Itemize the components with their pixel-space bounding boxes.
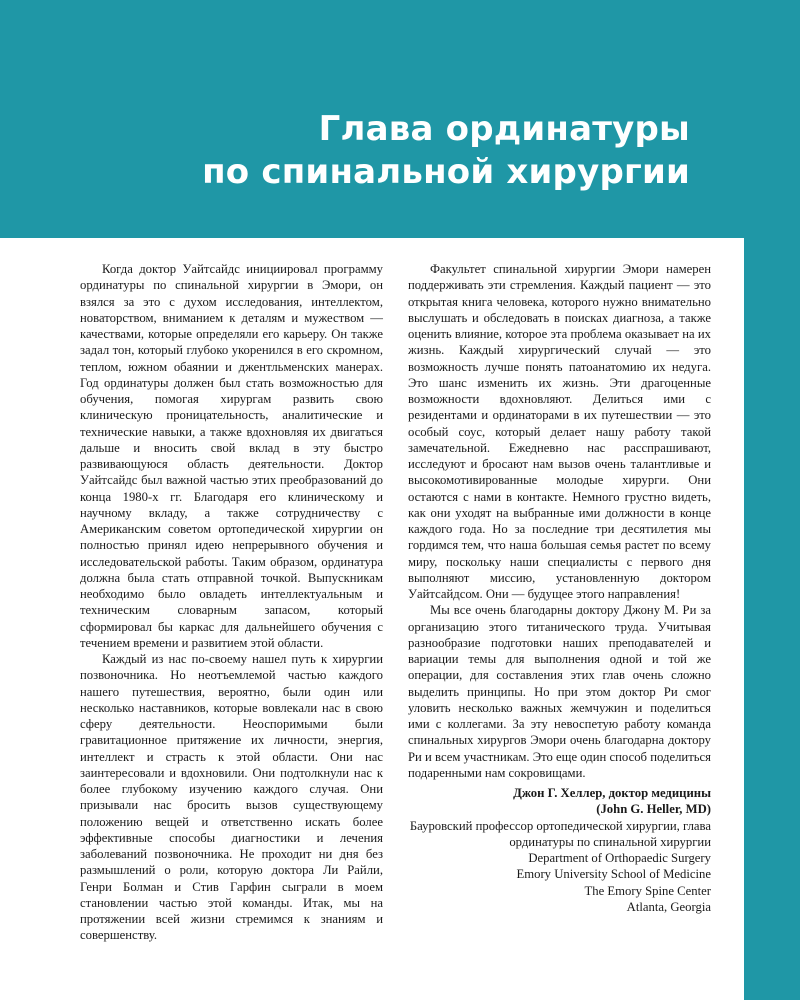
side-accent-bar <box>744 0 800 1000</box>
signature-block <box>408 785 711 915</box>
author-center: The Emory Spine Center <box>584 883 711 898</box>
paragraph: Каждый из нас по-своему нашел путь к хирургии позвоночника. Но неотъемлемой частью каждого нашего путешествия, вероятно, были один или несколько наставников, которые вовлекали нас в свою сферу деятельности. Неоспоримыми были гравитационное притяжение их личности, энергия, интеллект и страсть к этой области. Они нас заинтересовали и вдохновили. Они подтолкнули нас к более глубокому изучению каждого случая. Они призывали нас бросить вызов существующему положению вещей и ответственно искать более эффективные способы диагностики и лечения заболеваний позвоночника. Не проходит ни дня без размышлений о роли, которую доктора Ли Райли, Генри Болман и Стив Гарфин сыграли в моем становлении частью этой команды. Итак, мы на протяжении всей жизни стремимся к знаниям и совершенству. <box>80 652 383 943</box>
paragraph: Мы все очень благодарны доктору Джону М. Ри за организацию этого титанического труда. Учитывая разнообразие подготовки наших преподавателей и вариации темы для выполнения одной и той же операции, для составления этих глав очень сложно выделить принципы. Но при этом доктор Ри смог уловить несколько важных жемчужин и поделиться ими с коллегами. За эту невоспетую работу команда спинальных хирургов Эмори очень благодарна доктору Ри и всем участникам. Это еще один способ поделиться подаренными нам сокровищами. <box>408 603 711 780</box>
paragraph: Факультет спинальной хирургии Эмори намерен поддерживать эти стремления. Каждый пациент — это открытая книга человека, которого нужно внимательно выслушать и обследовать в поисках диагноза, а также оценить влияние, которое эта проблема оказывает на их жизнь. Каждый хирургический случай — это возможность лучше понять патоанатомию их недуга. Это шанс изменить их жизнь. Эти драгоценные возможности вдохновляют. Делиться ими с резидентами и ординаторами в их путешествии — это особый соус, который делает нашу работу такой замечательной. Ежедневно нас расспрашивают, исследуют и бросают нам вызов очень талантливые и высокомотивированные молодые хирурги. Они остаются с нами в контакте. Немного грустно видеть, как они уходят на выбранные ими должности в конце каждого года. Но за последние три десятилетия мы гордимся тем, что наша большая семья растет по всему миру, поскольку наши специалисты с первого дня выполняют миссию, установленную доктором Уайтсайдсом. Они — будущее этого направления! <box>408 262 711 601</box>
title-line-2: по спинальной хирургии <box>202 152 690 192</box>
left-column <box>80 261 383 944</box>
author-school: Emory University School of Medicine <box>516 867 711 882</box>
title-line-1: Глава ординатуры <box>318 109 690 149</box>
author-department: Department of Orthopaedic Surgery <box>528 851 711 865</box>
right-column <box>408 261 711 915</box>
paragraph: Когда доктор Уайтсайдс инициировал программу ординатуры по спинальной хирургии в Эмори, он взялся за это с духом исследования, интеллектом, новаторством, вниманием к деталям и мужеством — качествами, которые определяли его карьеру. Он также задал тон, который глубоко укоренился в его скромном, теплом, южном обаянии и джентльменских манерах. Год ординатуры должен был стать возможностью для обучения, помогая хирургам развить свою клиническую проницательность, аналитические и технические навыки, а также вдохновляя их двигаться дальше и вносить свой вклад в эту быстро развивающуюся область деятельности. Доктор Уайтсайдс был важной частью этих преобразований до конца 1980-х гг. Благодаря его клиническому и научному вкладу, а также сотрудничеству с Американским советом ортопедической хирургии он полностью принял идею непрерывного обучения и исследовательской работы. Таким образом, ординатура должна была стать отправной точкой. Выпускникам необходимо было овладеть интеллектуальным и техническим словарным запасом, который сформировал бы каркас для дальнейшего обучения с течением времени и развитием этой области. <box>80 262 383 650</box>
page-title <box>50 108 690 194</box>
author-city: Atlanta, Georgia <box>626 899 711 914</box>
author-name-ru: Джон Г. Хеллер, доктор медицины <box>513 786 711 800</box>
author-title: Бауровский профессор ортопедической хирургии, глава ординатуры по спинальной хирургии <box>409 818 711 849</box>
author-name-en: (John G. Heller, MD) <box>596 802 711 817</box>
